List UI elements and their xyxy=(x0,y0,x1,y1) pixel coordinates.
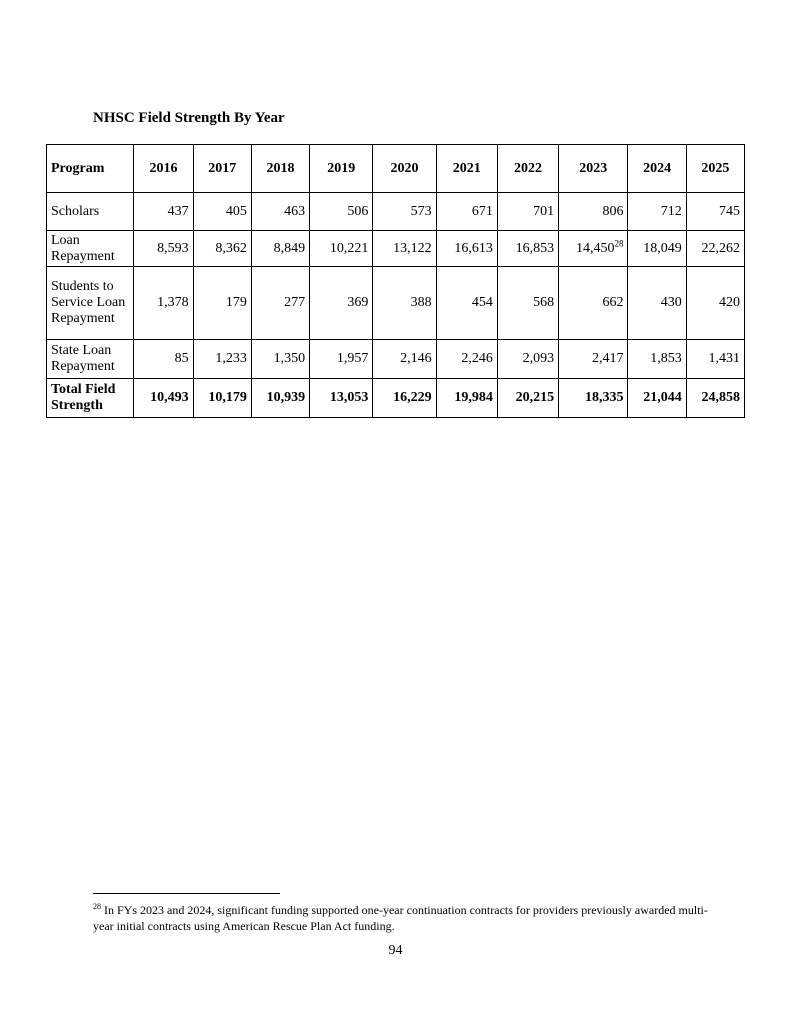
table-cell: 13,122 xyxy=(373,231,436,267)
row-label: Total Field Strength xyxy=(47,379,134,418)
table-cell: 671 xyxy=(436,193,497,231)
table-cell: 22,262 xyxy=(686,231,744,267)
header-year: 2018 xyxy=(251,145,309,193)
header-program: Program xyxy=(47,145,134,193)
table-cell: 388 xyxy=(373,267,436,340)
table-cell: 179 xyxy=(193,267,251,340)
table-cell: 18,335 xyxy=(559,379,628,418)
table-row xyxy=(47,193,745,231)
field-strength-table xyxy=(46,144,745,418)
table-cell: 277 xyxy=(251,267,309,340)
table-row xyxy=(47,340,745,379)
table-cell: 10,939 xyxy=(251,379,309,418)
table-cell: 430 xyxy=(628,267,686,340)
table-cell: 20,215 xyxy=(497,379,558,418)
table-cell: 2,246 xyxy=(436,340,497,379)
table-cell: 10,221 xyxy=(310,231,373,267)
table-cell: 24,858 xyxy=(686,379,744,418)
table-cell: 712 xyxy=(628,193,686,231)
table-cell: 806 xyxy=(559,193,628,231)
footnote xyxy=(93,902,713,934)
table-title: NHSC Field Strength By Year xyxy=(93,110,285,126)
table-cell: 10,493 xyxy=(134,379,193,418)
row-label: State Loan Repayment xyxy=(47,340,134,379)
table-cell: 10,179 xyxy=(193,379,251,418)
table-cell: 16,613 xyxy=(436,231,497,267)
header-year: 2019 xyxy=(310,145,373,193)
header-year: 2024 xyxy=(628,145,686,193)
table-cell: 2,146 xyxy=(373,340,436,379)
table-cell: 16,229 xyxy=(373,379,436,418)
table-row xyxy=(47,267,745,340)
table-cell: 2,417 xyxy=(559,340,628,379)
table-cell-value: 14,450 xyxy=(575,240,615,256)
row-label: Scholars xyxy=(47,193,134,231)
footnote-divider xyxy=(93,893,280,894)
table-cell: 463 xyxy=(251,193,309,231)
table-cell: 745 xyxy=(686,193,744,231)
footnote-reference: 28 xyxy=(614,237,624,248)
table-cell: 8,593 xyxy=(134,231,193,267)
table-cell: 701 xyxy=(497,193,558,231)
table-cell: 454 xyxy=(436,267,497,340)
table-cell: 573 xyxy=(373,193,436,231)
table-cell: 369 xyxy=(310,267,373,340)
table-cell: 1,957 xyxy=(310,340,373,379)
table-cell: 2,093 xyxy=(497,340,558,379)
table-cell: 8,849 xyxy=(251,231,309,267)
table-cell: 16,853 xyxy=(497,231,558,267)
table-cell: 21,044 xyxy=(628,379,686,418)
header-year: 2016 xyxy=(134,145,193,193)
table-cell: 568 xyxy=(497,267,558,340)
table-cell: 85 xyxy=(134,340,193,379)
table-cell: 18,049 xyxy=(628,231,686,267)
header-row xyxy=(47,145,745,193)
header-year: 2020 xyxy=(373,145,436,193)
table-cell-with-footnote xyxy=(559,231,628,267)
table-cell: 19,984 xyxy=(436,379,497,418)
header-year: 2023 xyxy=(559,145,628,193)
row-label: Students to Service Loan Repayment xyxy=(47,267,134,340)
header-year: 2022 xyxy=(497,145,558,193)
table-cell: 8,362 xyxy=(193,231,251,267)
table-row xyxy=(47,231,745,267)
footnote-text: In FYs 2023 and 2024, significant funding supported one-year continuation contracts for providers previously awarded multi-year initial contracts using American Rescue Plan Act funding. xyxy=(93,903,708,933)
table-cell: 1,431 xyxy=(686,340,744,379)
page-number: 94 xyxy=(388,943,403,958)
table-cell: 1,233 xyxy=(193,340,251,379)
table-cell: 420 xyxy=(686,267,744,340)
table-cell: 13,053 xyxy=(310,379,373,418)
table-cell: 1,350 xyxy=(251,340,309,379)
footnote-number: 28 xyxy=(93,902,101,911)
total-row xyxy=(47,379,745,418)
header-year: 2021 xyxy=(436,145,497,193)
table-cell: 1,853 xyxy=(628,340,686,379)
header-year: 2017 xyxy=(193,145,251,193)
header-year: 2025 xyxy=(686,145,744,193)
row-label: Loan Repayment xyxy=(47,231,134,267)
table-cell: 1,378 xyxy=(134,267,193,340)
table-cell: 437 xyxy=(134,193,193,231)
table-cell: 405 xyxy=(193,193,251,231)
table-cell: 506 xyxy=(310,193,373,231)
table-cell: 662 xyxy=(559,267,628,340)
